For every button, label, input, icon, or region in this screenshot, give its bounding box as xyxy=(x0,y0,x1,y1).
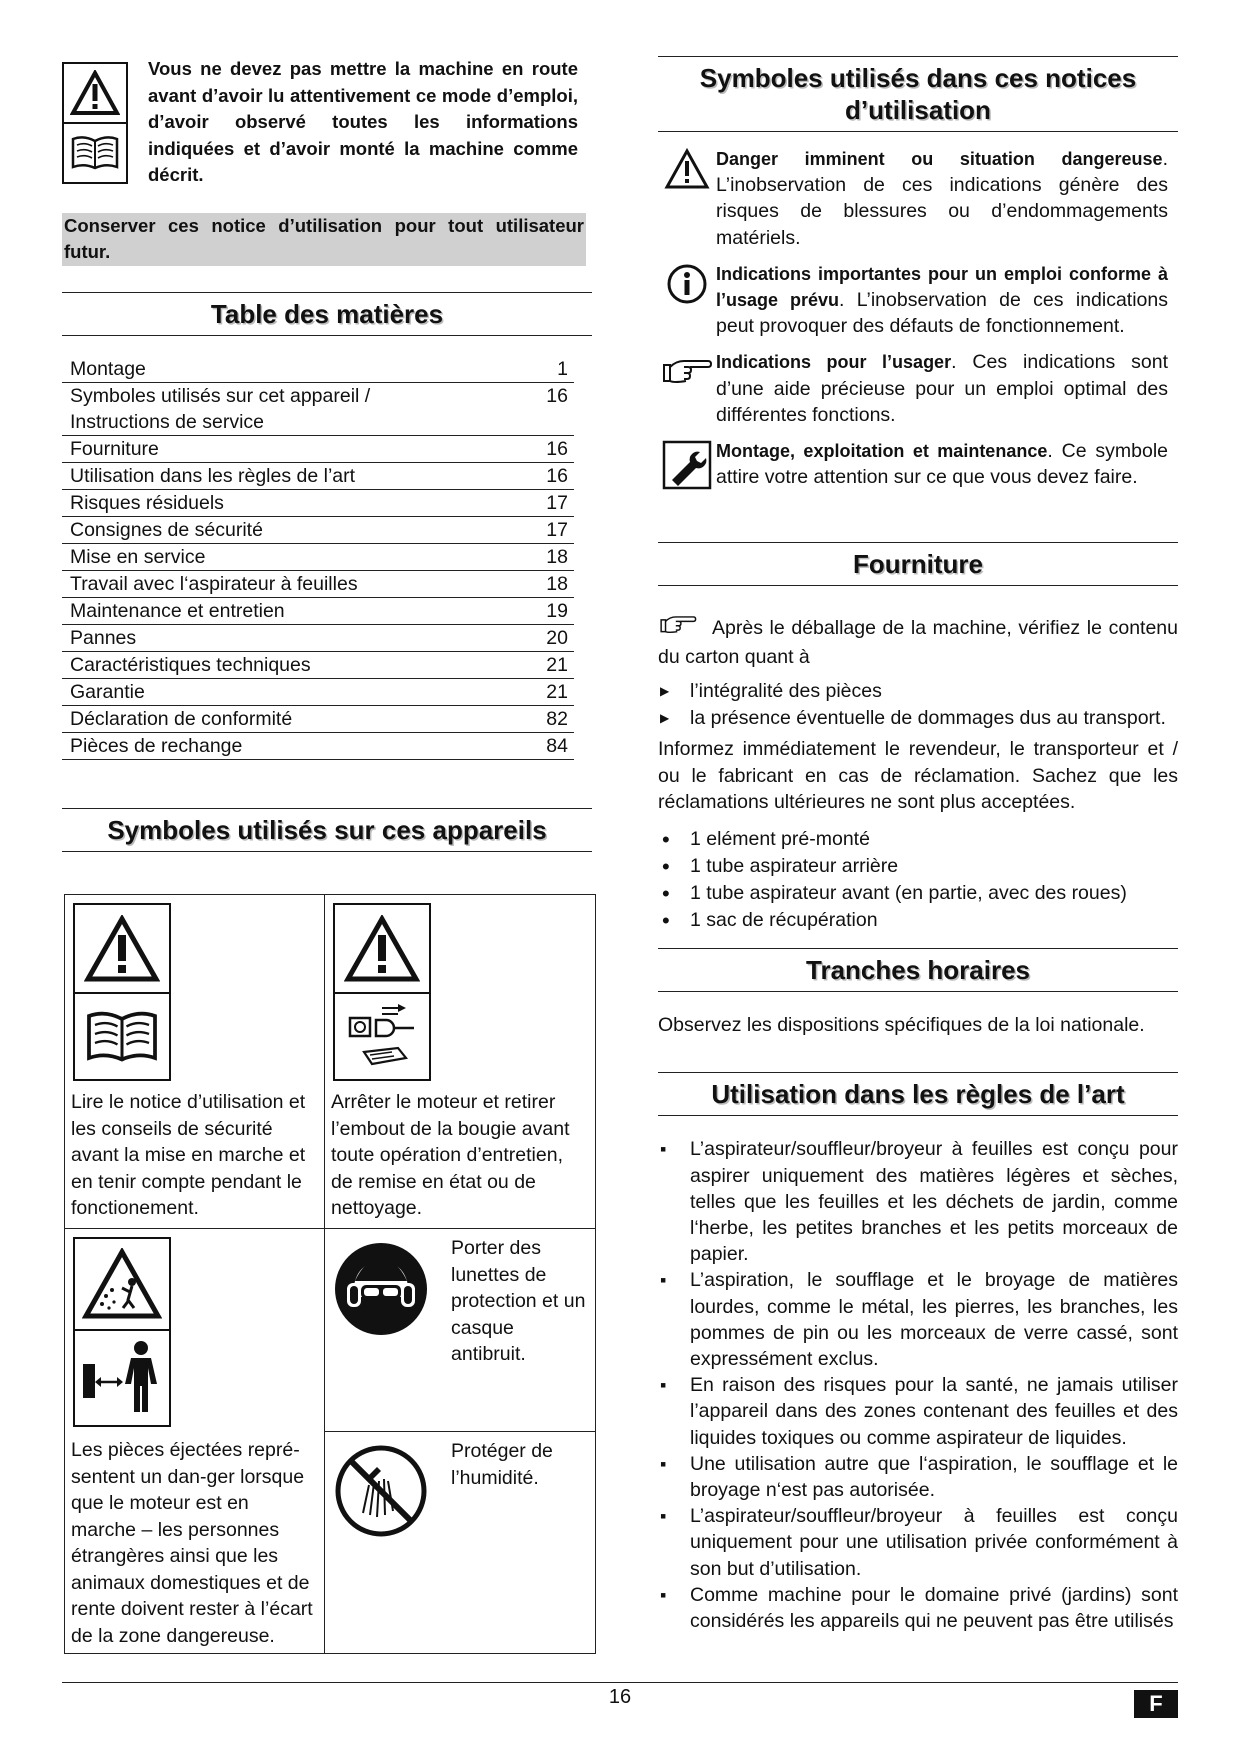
toc-entry-label: Pièces de rechange xyxy=(70,734,243,757)
toc-entry-page: 16 xyxy=(546,464,568,487)
toc-entry-page: 84 xyxy=(546,734,568,757)
page-number: 16 xyxy=(608,1686,632,1708)
list-item: • 1 sac de récupération xyxy=(658,907,1178,934)
warning-triangle-icon xyxy=(75,905,169,992)
warning-triangle-icon xyxy=(658,146,716,190)
language-badge: F xyxy=(1134,1690,1178,1718)
toc-entry-page: 16 xyxy=(546,384,568,407)
toc-entry-page: 18 xyxy=(546,545,568,568)
toc-entry-label: Déclaration de conformité xyxy=(70,707,293,730)
manual-book-icon xyxy=(64,122,126,182)
list-item: • 1 tube aspirateur arrière xyxy=(658,853,1178,880)
list-item: • 1 tube aspirateur avant (en partie, avec des roues) xyxy=(658,880,1178,907)
utilisation-list xyxy=(658,1136,1178,1634)
toc-row xyxy=(62,652,574,679)
intro-icon-box xyxy=(62,62,128,184)
toc-entry-page: 1 xyxy=(557,357,568,380)
ejected-debris-warning-icon xyxy=(75,1239,169,1329)
list-item: ▪ Comme machine pour le domaine privé (jardins) sont considérés les appareils qui ne peuvent pas être utilisés xyxy=(658,1582,1178,1634)
toc-row xyxy=(62,356,574,383)
spark-plug-disconnect-icon xyxy=(335,992,429,1079)
legend-maintenance xyxy=(658,438,1178,490)
device-symbols-table xyxy=(64,894,596,1654)
toc-title: Table des matières xyxy=(62,292,592,336)
tranches-text: Observez les dispositions spécifiques de la loi nationale. xyxy=(658,1013,1145,1036)
read-manual-text: Lire le notice d’utilisation et les conseils de sécurité avant la mise en marche et en tenir compte pendant le fonctionement. xyxy=(71,1091,306,1219)
toc-entry-label: Fourniture xyxy=(70,437,159,460)
toc-row xyxy=(62,463,574,490)
list-item: • 1 elément pré-monté xyxy=(658,826,1178,853)
read-manual-symbol xyxy=(73,903,171,1081)
toc-row xyxy=(62,517,574,544)
fourniture-checks xyxy=(658,678,1178,732)
toc-entry-label: Garantie xyxy=(70,680,145,703)
toc-row xyxy=(62,625,574,652)
toc-entry-label: Mise en service xyxy=(70,545,206,568)
utilisation-title: Utilisation dans les règles de l’art xyxy=(658,1072,1178,1116)
toc-entry-label: Consignes de sécurité xyxy=(70,518,263,541)
stop-engine-text: Arrêter le moteur et retirer l’embout de la bougie avant toute opération d’entretien, de remise en état ou de nettoyage. xyxy=(331,1091,570,1219)
fourniture-contents xyxy=(658,826,1178,934)
warning-triangle-icon xyxy=(335,905,429,992)
humidity-text: Protéger de l’humidité. xyxy=(451,1440,553,1489)
intro-warning xyxy=(62,56,592,189)
keep-distance-person-icon xyxy=(75,1329,169,1425)
toc-entry-label: Montage xyxy=(70,357,146,380)
legend-info-text: . L’inobservation de ces indications peut provoquer des défauts de fonctionnement. xyxy=(716,289,1168,338)
toc-row xyxy=(62,598,574,625)
toc-entry-page: 21 xyxy=(546,653,568,676)
pointing-hand-icon xyxy=(658,349,716,387)
toc-row xyxy=(62,706,574,733)
table-of-contents xyxy=(62,356,574,760)
legend-info xyxy=(658,261,1178,340)
fourniture-intro xyxy=(658,614,1178,670)
toc-row xyxy=(62,733,574,760)
pointing-hand-icon xyxy=(658,614,698,644)
toc-entry-page: 17 xyxy=(546,518,568,541)
legend-danger-text: . L’inobservation de ces indications génère des risques de blessures ou d’endommagements matériels. xyxy=(716,148,1168,249)
toc-row xyxy=(62,383,574,436)
warning-triangle-icon xyxy=(64,64,126,122)
notice-symbols-title: Symboles utilisés dans ces notices d’utilisation xyxy=(658,56,1178,132)
fourniture-intro-text: Après le déballage de la machine, vérifiez le contenu du carton quant à xyxy=(658,617,1178,668)
list-item: ▪ L’aspirateur/souffleur/broyeur à feuilles est conçu uniquement pour une utilisation privée conformément à son but d’utilisation. xyxy=(658,1503,1178,1582)
wrench-icon xyxy=(658,438,716,490)
toc-row xyxy=(62,436,574,463)
toc-entry-label: Pannes xyxy=(70,626,137,649)
list-item: ▪ Une utilisation autre que l‘aspiration, le soufflage et le broyage n‘est pas autorisée. xyxy=(658,1451,1178,1503)
fourniture-inform: Informez immédiatement le revendeur, le transporteur et / ou le fabricant en cas de réclamation. Sachez que les réclamations ultérieures ne sont plus acceptées. xyxy=(658,738,1178,814)
legend-user-tips-bold: Indications pour l’usager xyxy=(716,352,952,373)
toc-entry-label: Caractéristiques techniques xyxy=(70,653,311,676)
goggles-earmuffs-icon xyxy=(333,1241,429,1342)
ejected-parts-symbol xyxy=(73,1237,171,1427)
fourniture-title: Fourniture xyxy=(658,542,1178,586)
toc-entry-label: Travail avec l‘aspirateur à feuilles xyxy=(70,572,358,595)
legend-danger-bold: Danger imminent ou situation dangereuse xyxy=(716,149,1163,169)
toc-entry-label: Utilisation dans les règles de l’art xyxy=(70,464,356,487)
list-item: ▪ En raison des risques pour la santé, ne jamais utiliser l’appareil dans des zones contenant des feuilles et des liquides toxiques ou comme aspirateur de liquides. xyxy=(658,1372,1178,1451)
ejected-parts-text: Les pièces éjectées repré-sentent un dan-ger lorsque que le moteur est en marche – les personnes étrangères ainsi que les animaux domestiques et de rente doivent rester à l’écart de la zone dangereuse. xyxy=(71,1439,313,1647)
toc-entry-label: Risques résiduels xyxy=(70,491,224,514)
toc-entry-label: Symboles utilisés sur cet appareil / Instructions de service xyxy=(70,384,371,433)
toc-entry-page: 21 xyxy=(546,680,568,703)
info-icon xyxy=(658,261,716,305)
legend-maintenance-bold: Montage, exploitation et maintenance xyxy=(716,441,1048,462)
stop-engine-symbol xyxy=(333,903,431,1081)
manual-book-icon xyxy=(75,992,169,1079)
toc-entry-page: 16 xyxy=(546,437,568,460)
toc-entry-page: 82 xyxy=(546,707,568,730)
tranches-title: Tranches horaires xyxy=(658,948,1178,992)
toc-entry-label: Maintenance et entretien xyxy=(70,599,285,622)
list-item: ▪ L’aspiration, le soufflage et le broyage de matières lourdes, comme le métal, les pierres, les branches, les pommes de pin ou les morceaux de verre cassé, sont expressément exclus. xyxy=(658,1267,1178,1372)
notice-symbols-list xyxy=(658,146,1178,490)
intro-warning-text: Vous ne devez pas mettre la machine en route avant d’avoir lu attentivement ce mode d’emploi, d’avoir observé toutes les informations indiquées et d’avoir monté la machine comme décrit. xyxy=(148,58,578,185)
toc-entry-page: 20 xyxy=(546,626,568,649)
toc-row xyxy=(62,490,574,517)
wear-protection-text: Porter des lunettes de protection et un casque antibruit. xyxy=(451,1237,586,1365)
toc-row xyxy=(62,544,574,571)
device-symbols-title: Symboles utilisés sur ces appareils xyxy=(62,808,592,852)
keep-manual-note: Conserver ces notice d’utilisation pour tout utilisateur futur. xyxy=(62,213,586,266)
legend-danger xyxy=(658,146,1178,251)
toc-row xyxy=(62,679,574,706)
toc-entry-page: 19 xyxy=(546,599,568,622)
legend-info-bold: Indications importantes pour un emploi conforme à l’usage prévu xyxy=(716,263,1168,311)
protect-from-humidity-icon xyxy=(333,1443,429,1544)
list-item: ▶ la présence éventuelle de dommages dus au transport. xyxy=(658,705,1178,732)
footer-divider xyxy=(62,1682,1178,1683)
legend-maintenance-text: . Ce symbole attire votre attention sur ce que vous devez faire. xyxy=(716,440,1168,489)
toc-entry-page: 18 xyxy=(546,572,568,595)
legend-user-tips-text: . Ces indications sont d’une aide précieuse pour un emploi optimal des différentes fonctions. xyxy=(716,351,1168,426)
toc-row xyxy=(62,571,574,598)
toc-entry-page: 17 xyxy=(546,491,568,514)
list-item: ▪ L’aspirateur/souffleur/broyeur à feuilles est conçu pour aspirer uniquement des matières légères et sèches, telles que les feuilles et les déchets de jardin, comme l‘herbe, les petites branches et les petits morceaux de papier. xyxy=(658,1136,1178,1267)
list-item: ▶ l’intégralité des pièces xyxy=(658,678,1178,705)
legend-user-tips xyxy=(658,349,1178,428)
